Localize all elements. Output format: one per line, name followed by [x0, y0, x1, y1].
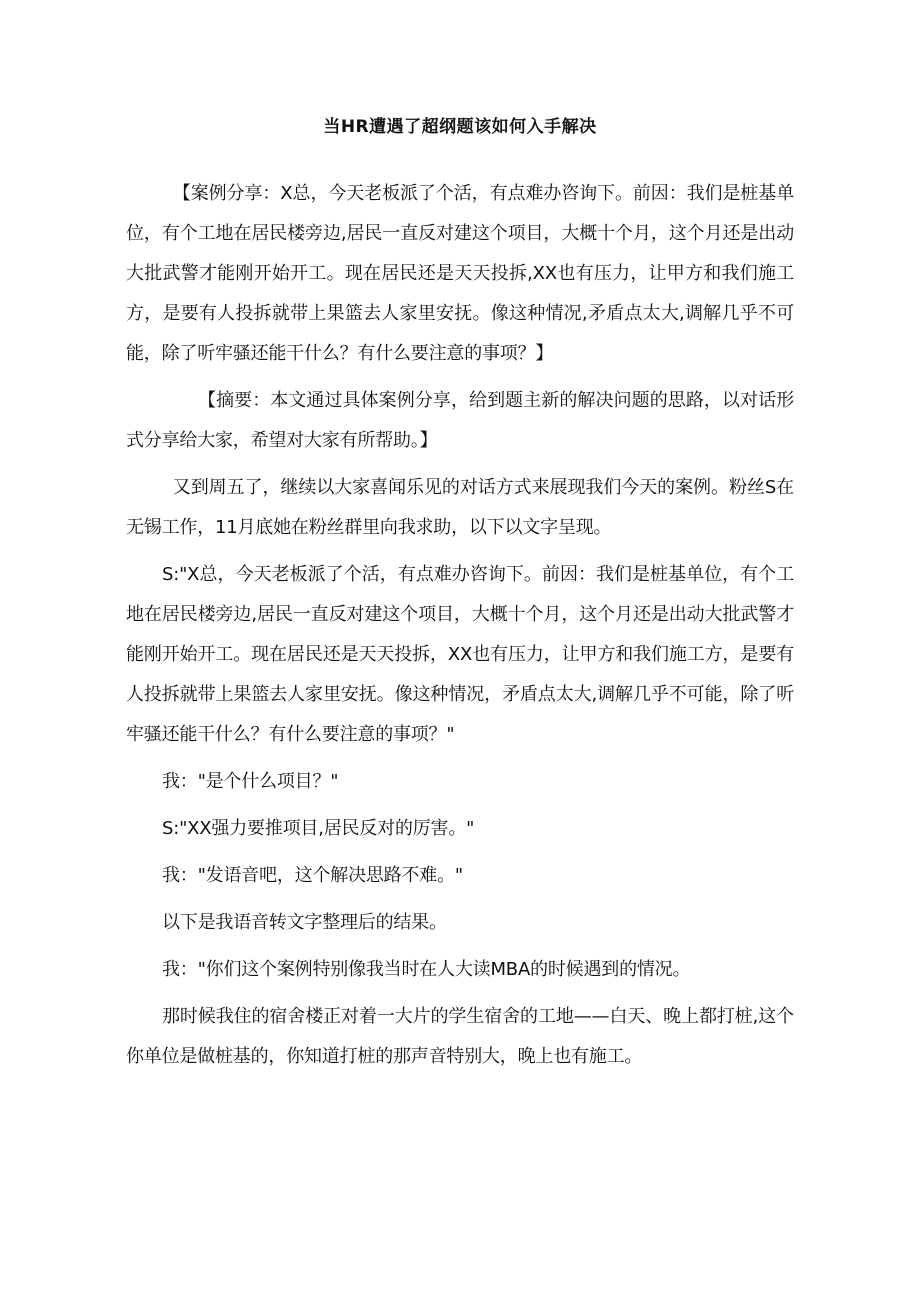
document-title: 当HR遭遇了超纲题该如何入手解决 [323, 117, 597, 137]
case-share-paragraph: 【案例分享：X总，今天老板派了个活，有点难办咨询下。前因：我们是桩基单位，有个工地在居民楼旁边,居民一直反对建这个项目，大概十个月，这个月还是出动大批武警才能刚开始开工。现在居民还是天天投拆,XX也有压力，让甲方和我们施工方，是要有人投拆就带上果篮去人家里安抚。像这种情况,矛盾点太大,调解几乎不可能，除了听牢骚还能干什么？有什么要注意的事项？】 [126, 183, 794, 364]
dialogue-paragraph: 我："你们这个案例特别像我当时在人大读MBA的时候遇到的情况。 [162, 959, 691, 980]
abstract-paragraph: 【摘要：本文通过具体案例分享，给到题主新的解决问题的思路，以对话形式分享给大家，希望对大家有所帮助。】 [126, 390, 794, 451]
dialogue-paragraph: S:"X总，今天老板派了个活，有点难办咨询下。前因：我们是桩基单位，有个工地在居民楼旁边,居民一直反对建这个项目，大概十个月，这个月还是出动大批武警才能刚开始开工。现在居民还是天天投拆，XX也有压力，让甲方和我们施工方，是要有人投拆就带上果篮去人家里安抚。像这种情况，矛盾点太大,调解几乎不可能，除了听牢骚还能干什么？有什么要注意的事项？" [126, 564, 794, 745]
dialogue-paragraph: S:"XX强力要推项目,居民反对的厉害。" [162, 818, 475, 839]
narration-paragraph: 那时候我住的宿舍楼正对着一大片的学生宿舍的工地——白天、晚上都打桩,这个你单位是做桩基的，你知道打桩的那声音特别大，晚上也有施工。 [126, 1006, 794, 1067]
dialogue-paragraph: 我："发语音吧，这个解决思路不难。" [162, 865, 463, 886]
dialogue-paragraph: 我："是个什么项目？" [162, 771, 339, 792]
narration-paragraph: 以下是我语音转文字整理后的结果。 [162, 912, 447, 933]
document-body [126, 174, 794, 1077]
intro-paragraph: 又到周五了，继续以大家喜闻乐见的对话方式来展现我们今天的案例。粉丝S在无锡工作，11月底她在粉丝群里向我求助，以下以文字呈现。 [126, 477, 794, 538]
